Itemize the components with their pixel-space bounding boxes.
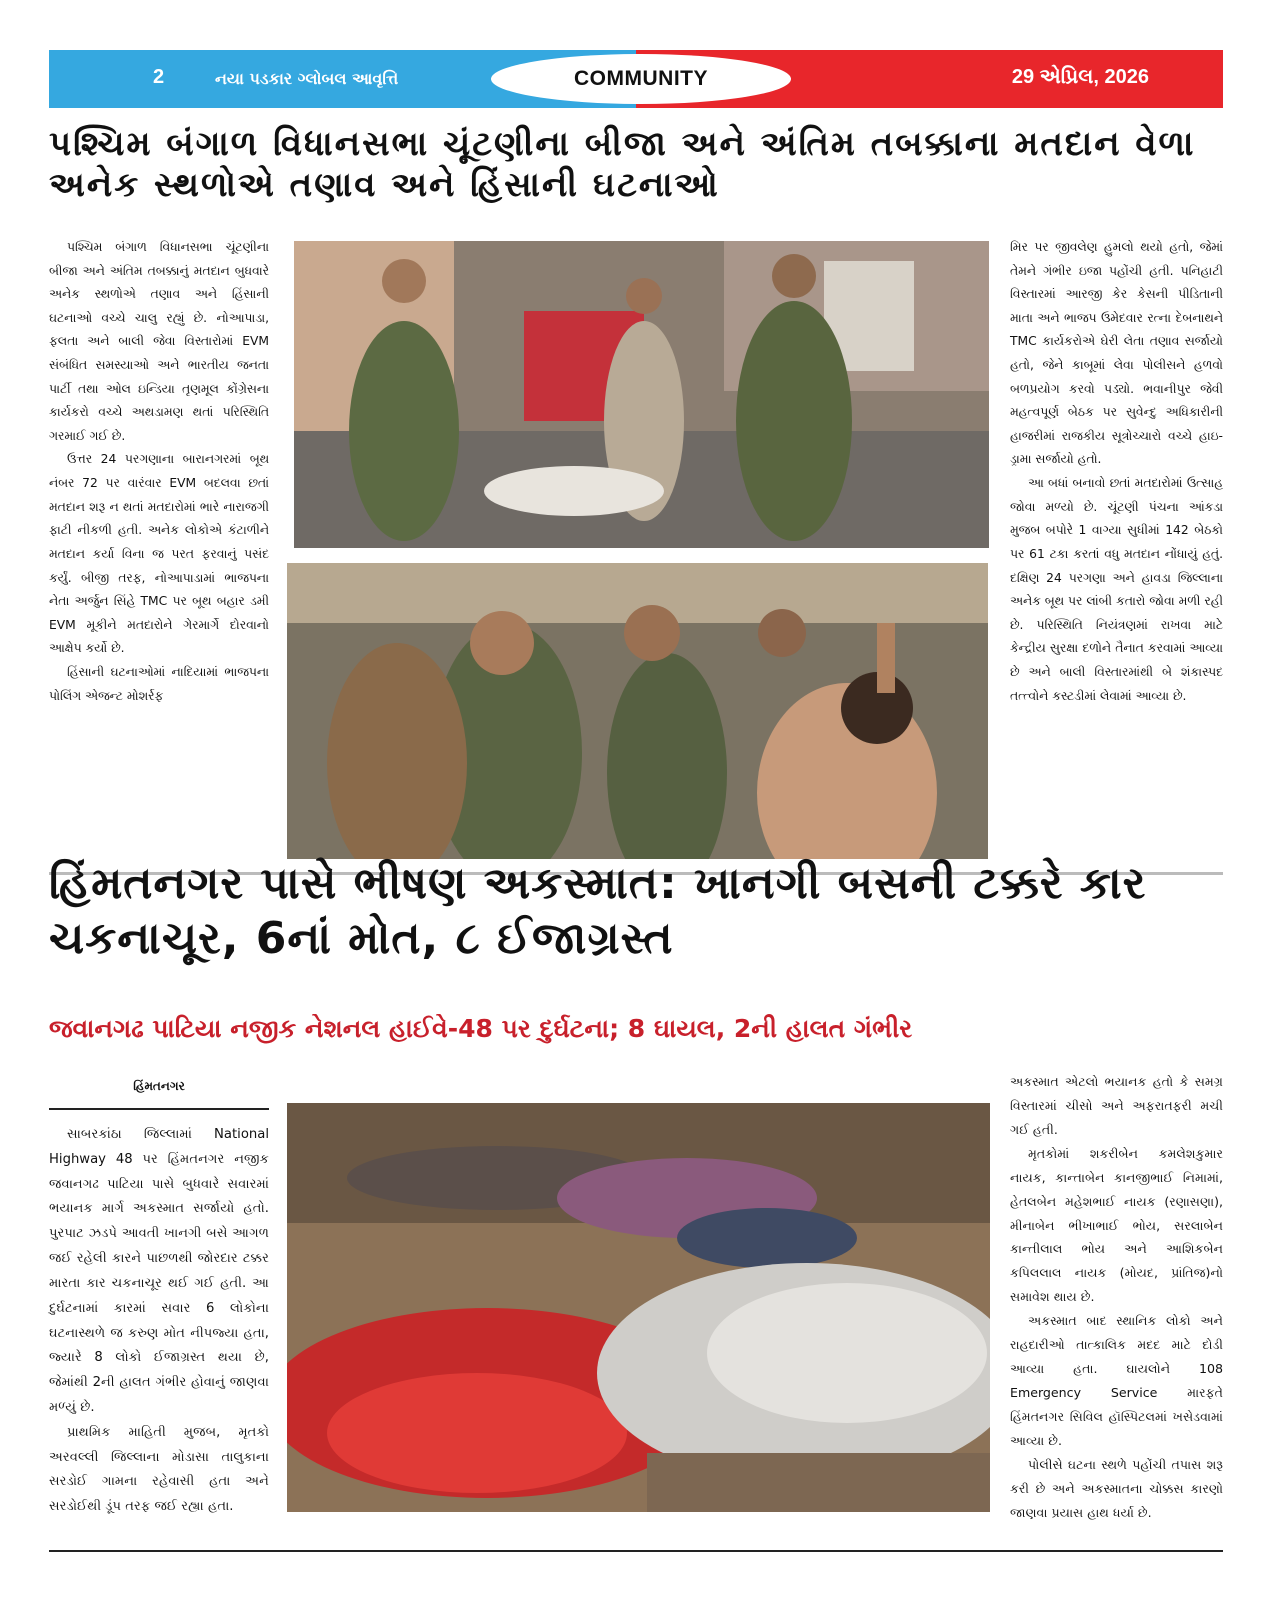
- paragraph: પ્રાથમિક માહિતી મુજબ, મૃતકો અરવલ્લી જિલ્લાના મોડાસા તાલુકાના સરડોઈ ગામના રહેવાસી હતા અને સરડોઈથી ડૂંપ તરફ જઈ રહ્યા હતા.: [49, 1424, 269, 1515]
- paragraph: આ બધાં બનાવો છતાં મતદારોમાં ઉત્સાહ જોવા મળ્યો છે. ચૂંટણી પંચના આંકડા મુજબ બપોરે 1 વાગ્યા સુધીમાં 142 બેઠકો પર 61 ટકા કરતાં વધુ મતદાન નોંધાયું હતું. દક્ષિણ 24 પરગણા અને હાવડા જિલ્લાના અનેક બૂથ પર લાંબી કતારો જોવા મળી રહી છે. પરિસ્થિતિ નિયંત્રણમાં રાખવા માટે કેન્દ્રીય સુરક્ષા દળોને તૈનાત કરવામાં આવ્યા છે અને બાલી વિસ્તારમાંથી બે શંકાસ્પદ તત્ત્વોને કસ્ટડીમાં લેવામાં આવ્યા છે.: [1010, 476, 1223, 703]
- story1-headline: પશ્ચિમ બંગાળ વિધાનસભા ચૂંટણીના બીજા અને અંતિમ તબક્કાના મતદાન વેળા અનેક સ્થળોએ તણાવ અને હિંસાની ઘટનાઓ: [49, 124, 1196, 206]
- page-number: 2: [153, 66, 165, 88]
- paragraph: પોલીસે ઘટના સ્થળે પહોંચી તપાસ શરૂ કરી છે અને અકસ્માતના ચોક્કસ કારણો જાણવા પ્રયાસ હાથ ધર્યા છે.: [1010, 1456, 1223, 1520]
- story2-right-column: [1010, 1070, 1223, 1525]
- story1-photo-bottom: [287, 563, 988, 859]
- paragraph: અકસ્માત બાદ સ્થાનિક લોકો અને રાહદારીઓ તાત્કાલિક મદદ માટે દોડી આવ્યા હતા. ઘાયલોને 108 Emergency Service મારફતે હિંમતનગર સિવિલ હૉસ્પિટલમાં ખસેડવામાં આવ્યા છે.: [1010, 1313, 1223, 1448]
- story2-subheadline: જવાનગઢ પાટિયા નજીક નેશનલ હાઈવે-48 પર દુર્ઘટના; 8 ઘાયલ, 2ની હાલત ગંભીર: [49, 1014, 913, 1043]
- story2-dateline: હિંમતનગર: [49, 1079, 269, 1110]
- paragraph: સાબરકાંઠા જિલ્લામાં National Highway 48 પર હિંમતનગર નજીક જવાનગઢ પાટિયા પાસે બુધવારે સવારમાં ભયાનક માર્ગ અકસ્માત સર્જાયો હતો. પુરપાટ ઝડપે આવતી ખાનગી બસે આગળ જઈ રહેલી કારને પાછળથી જોરદાર ટક્કર મારતા કાર ચકનાચૂર થઈ ગઈ હતી. આ દુર્ઘટનામાં કારમાં સવાર 6 લોકોના ઘટનાસ્થળે જ કરુણ મોત નીપજ્યા હતા, જ્યારે 8 લોકો ઈજાગ્રસ્ત થયા છે, જેમાંથી 2ની હાલત ગંભીર હોવાનું જાણવા મળ્યું છે.: [49, 1127, 269, 1415]
- header-band: [49, 50, 1223, 108]
- section-label: COMMUNITY: [491, 54, 791, 104]
- paragraph: અકસ્માત એટલો ભયાનક હતો કે સમગ્ર વિસ્તારમાં ચીસો અને અફરાતફરી મચી ગઈ હતી.: [1010, 1074, 1223, 1137]
- story1-left-column: [49, 236, 269, 708]
- story1-right-column: [1010, 236, 1223, 708]
- paragraph: મૃતકોમાં શકરીબેન કમલેશકુમાર નાયક, કાન્તાબેન કાનજીભાઈ નિમામાં, હેતલબેન મહેશભાઈ નાયક (રણાસણા), મીનાબેન ભીખાભાઈ ભોય, સરલાબેન કાન્તીલાલ ભોય અને આશિકબેન કપિલલાલ નાયક (મોયદ, પ્રાંતિજ)નો સમાવેશ થાય છે.: [1010, 1145, 1223, 1305]
- paragraph: પશ્ચિમ બંગાળ વિધાનસભા ચૂંટણીના બીજા અને અંતિમ તબક્કાનું મતદાન બુધવારે અનેક સ્થળોએ તણાવ અને હિંસાની ઘટનાઓ વચ્ચે ચાલુ રહ્યું છે. નોઆપાડા, ફલતા અને બાલી જેવા વિસ્તારોમાં EVM સંબંધિત સમસ્યાઓ અને ભારતીય જનતા પાર્ટી તથા ઓલ ઇન્ડિયા તૃણમૂલ કોંગ્રેસના કાર્યકરો વચ્ચે અથડામણ થતાં પરિસ્થિતિ ગરમાઈ ગઈ છે.: [49, 240, 269, 443]
- issue-date: 29 એપ્રિલ, 2026: [1011, 66, 1149, 88]
- footer-rule: [49, 1550, 1223, 1552]
- story2-left-column: [49, 1123, 269, 1520]
- paragraph: હિંસાની ઘટનાઓમાં નાદિયામાં ભાજપના પોલિંગ એજન્ટ મોશર્રફ: [49, 664, 269, 703]
- story2-accident-photo: [287, 1103, 990, 1512]
- publication-name: નયા પડકાર ગ્લોબલ આવૃત્તિ: [215, 69, 399, 88]
- paragraph: ઉત્તર 24 પરગણાના બારાનગરમાં બૂથ નંબર 72 પર વારંવાર EVM બદલવા છતાં મતદાન શરૂ ન થતાં મતદારોમાં ભારે નારાજગી ફાટી નીકળી હતી. અનેક લોકોએ કંટાળીને મતદાન કર્યા વિના જ પરત ફરવાનું પસંદ કર્યું. બીજી તરફ, નોઆપાડામાં ભાજપના નેતા અર્જુન સિંહે TMC પર બૂથ બહાર ડમી EVM મૂકીને મતદારોને ગેરમાર્ગે દોરવાનો આક્ષેપ કર્યો છે.: [49, 452, 269, 656]
- paragraph: મિર પર જીવલેણ હુમલો થયો હતો, જેમાં તેમને ગંભીર ઇજા પહોંચી હતી. પનિહાટી વિસ્તારમાં આરજી કેર કેસની પીડિતાની માતા અને ભાજપ ઉમેદવાર રત્ના દેબનાથને TMC કાર્યકરોએ ઘેરી લેતા તણાવ સર્જાયો હતો, જેને કાબૂમાં લેવા પોલીસને હળવો બળપ્રયોગ કરવો પડ્યો. ભવાનીપુર જેવી મહત્વપૂર્ણ બેઠક પર સુવેન્દુ અધિકારીની હાજરીમાં રાજકીય સૂત્રોચ્ચારો વચ્ચે હાઇ-ડ્રામા સર્જાયો હતો.: [1010, 240, 1223, 467]
- story1-photo-top: [294, 241, 989, 548]
- story2-headline: હિંમતનગર પાસે ભીષણ અકસ્માત: ખાનગી બસની ટક્કરે કાર ચકનાચૂર, 6નાં મોત, ૮ ઈજાગ્રસ્ત: [49, 858, 1147, 965]
